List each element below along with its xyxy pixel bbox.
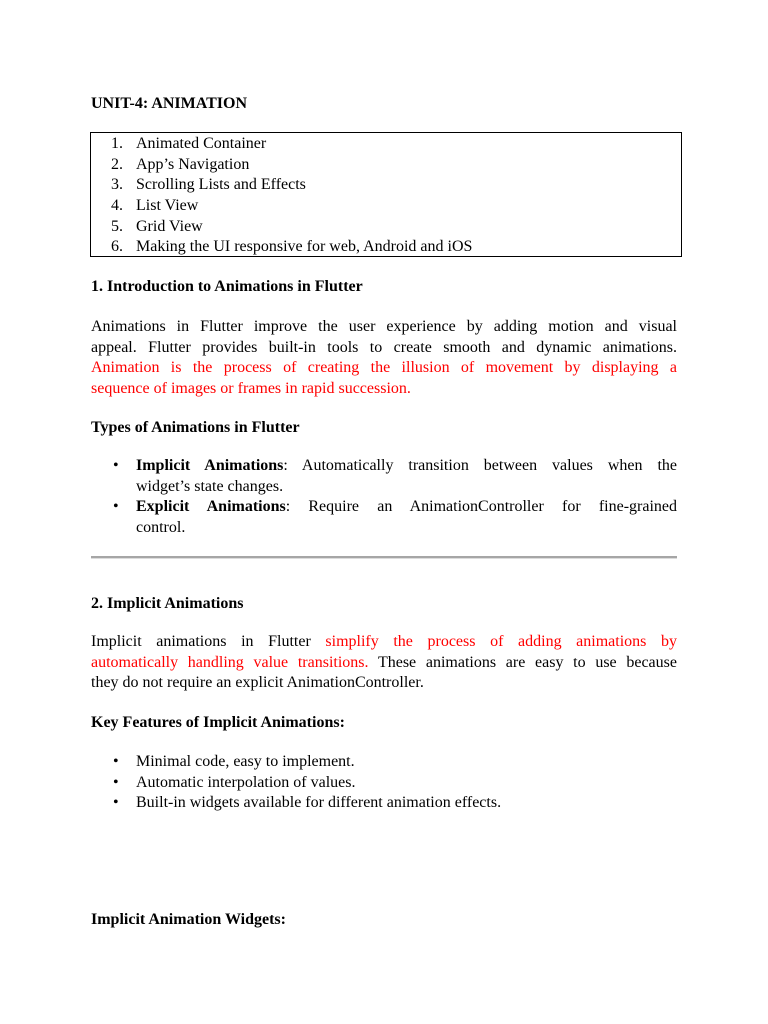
term-description: : Automatically transition between values when the [283,457,677,474]
highlighted-text: automatically handling value transitions. [91,653,369,671]
contents-item-number: 6. [111,238,123,256]
list-item [91,497,677,538]
list-item [91,793,677,814]
paragraph-text: These animations are easy to use because [368,653,677,671]
contents-item-number: 2. [111,155,123,173]
section-2-heading: 2. Implicit Animations [91,595,244,612]
contents-box [90,132,682,257]
list-item [91,456,677,497]
list-item-text: Automatic interpolation of values. [136,773,356,791]
list-item-line: control. [136,519,186,537]
contents-item-number: 1. [111,135,123,152]
paragraph-line: appeal. Flutter provides built-in tools to create smooth and dynamic animations. [91,338,677,356]
section-2-paragraph [91,632,677,694]
unit-title: UNIT-4: ANIMATION [91,95,248,112]
bullet-icon: • [113,794,119,811]
widgets-heading: Implicit Animation Widgets: [91,911,286,928]
contents-item-text: App’s Navigation [136,155,250,173]
term-label: Implicit Animations [136,457,284,474]
section-1-heading: 1. Introduction to Animations in Flutter [91,278,363,295]
list-item-body [136,497,677,538]
list-item-line [136,497,677,518]
contents-item-text: Scrolling Lists and Effects [136,176,306,194]
term-label: Explicit Animations [136,498,286,516]
types-heading: Types of Animations in Flutter [91,419,300,436]
paragraph-line: they do not require an explicit AnimationController. [91,674,424,692]
list-item-text: Built-in widgets available for different animation effects. [136,794,502,811]
contents-item-text: Animated Container [136,135,267,152]
list-item-line: widget’s state changes. [136,477,284,495]
contents-item-text: List View [136,197,199,215]
paragraph-line [91,653,677,674]
bullet-icon: • [113,498,119,516]
paragraph-line: Animations in Flutter improve the user experience by adding motion and visual [91,318,677,335]
bullet-icon: • [113,773,119,791]
contents-item-text: Grid View [136,217,203,235]
list-item-body [136,456,677,497]
types-list [91,456,677,539]
contents-item-number: 4. [111,197,123,215]
horizontal-divider [91,556,677,559]
paragraph-text: Implicit animations in Flutter [91,633,326,650]
bullet-icon: • [113,457,119,474]
features-list [91,752,677,814]
contents-item-text: Making the UI responsive for web, Android and iOS [136,238,473,256]
list-item-text: Minimal code, easy to implement. [136,753,355,770]
highlighted-definition-line: sequence of images or frames in rapid succession. [91,380,411,398]
list-item [91,752,677,773]
bullet-icon: • [113,753,119,770]
highlighted-text: simplify the process of adding animations by [325,633,677,650]
list-item [91,773,677,794]
list-item-line [136,456,677,477]
paragraph-line [91,632,677,653]
contents-item-number: 3. [111,176,123,194]
contents-item-number: 5. [111,217,123,235]
highlighted-definition-line: Animation is the process of creating the illusion of movement by displaying a [91,359,677,377]
term-description: : Require an AnimationController for fine-grained [285,498,678,516]
section-1-paragraph [91,317,677,400]
features-heading: Key Features of Implicit Animations: [91,714,345,731]
